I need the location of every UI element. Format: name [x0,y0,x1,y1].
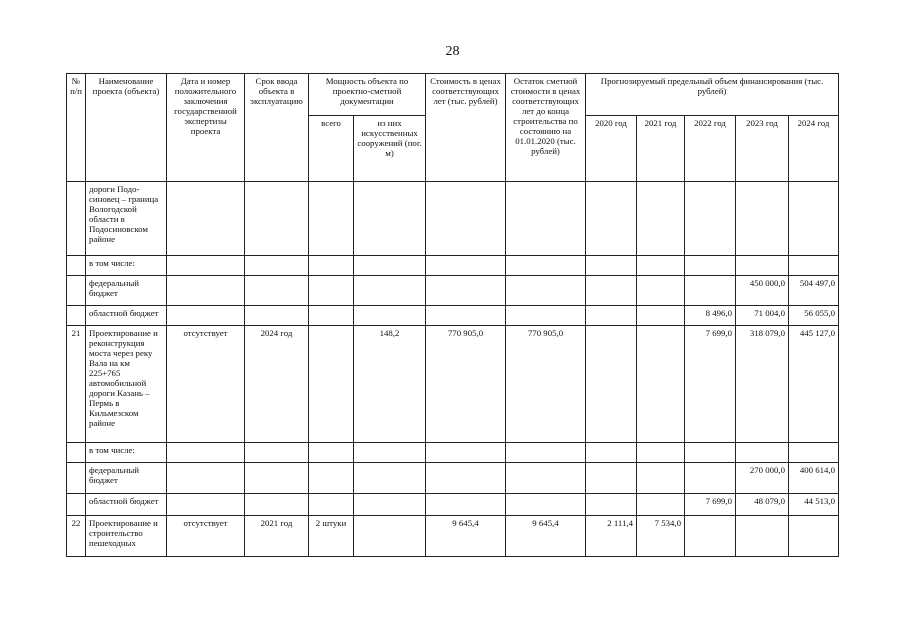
cell-num [67,256,86,276]
header-year-2024: 2024 год [789,116,839,182]
cell-2024 [789,516,839,557]
cell-remainder [506,256,586,276]
cell-cost [426,182,506,256]
cell-capacity-total [309,494,354,516]
financing-table [66,73,839,557]
cell-2021 [637,306,685,326]
cell-2024: 400 614,0 [789,463,839,494]
cell-capacity-total [309,256,354,276]
header-capacity-structures: из них искусственных сооружений (пог. м) [354,116,426,182]
cell-cost [426,306,506,326]
header-capacity-total: всего [309,116,354,182]
cell-capacity-total [309,276,354,306]
table-row [67,463,839,494]
cell-commissioning [245,494,309,516]
cell-remainder [506,182,586,256]
cell-capacity-total [309,182,354,256]
cell-commissioning [245,463,309,494]
cell-name: федеральный бюджет [86,276,167,306]
cell-2022 [685,463,736,494]
cell-2021 [637,256,685,276]
cell-remainder [506,443,586,463]
header-name: Наименование проекта (объекта) [86,74,167,182]
cell-name: дороги Подо- синовец – граница Вологодской области в Подосиновском районе [86,182,167,256]
cell-2022 [685,182,736,256]
table-row [67,256,839,276]
cell-2020 [586,182,637,256]
cell-commissioning [245,443,309,463]
table-row [67,443,839,463]
header-capacity: Мощность объекта по проектно-сметной документации [309,74,426,116]
header-forecast: Прогнозируемый предельный объем финансирования (тыс. рублей) [586,74,839,116]
cell-cost [426,463,506,494]
cell-num [67,306,86,326]
cell-num [67,463,86,494]
cell-cost [426,276,506,306]
cell-commissioning [245,256,309,276]
cell-num: 22 [67,516,86,557]
cell-cost: 9 645,4 [426,516,506,557]
cell-cost [426,443,506,463]
cell-2021 [637,326,685,443]
cell-2024 [789,443,839,463]
cell-2021 [637,463,685,494]
cell-capacity-total [309,326,354,443]
cell-2022: 7 699,0 [685,494,736,516]
cell-capacity-structures [354,306,426,326]
cell-num [67,182,86,256]
cell-expertise [167,306,245,326]
cell-2022 [685,516,736,557]
cell-name: в том числе: [86,256,167,276]
cell-expertise [167,256,245,276]
header-year-2022: 2022 год [685,116,736,182]
cell-2024: 445 127,0 [789,326,839,443]
cell-expertise [167,276,245,306]
cell-num [67,443,86,463]
cell-2021 [637,494,685,516]
cell-2023 [736,256,789,276]
header-commissioning: Срок ввода объекта в эксплуатацию [245,74,309,182]
cell-2023: 270 000,0 [736,463,789,494]
cell-expertise [167,494,245,516]
header-year-2023: 2023 год [736,116,789,182]
cell-remainder [506,494,586,516]
cell-name: Проектирование и реконструкция моста через реку Вала на км 225+765 автомобильной дороги Казань – Пермь в Кильмезском районе [86,326,167,443]
cell-name: областной бюджет [86,494,167,516]
table-row [67,326,839,443]
cell-2020 [586,494,637,516]
cell-name: в том числе: [86,443,167,463]
cell-commissioning [245,276,309,306]
cell-capacity-total [309,463,354,494]
cell-capacity-structures [354,494,426,516]
cell-2020 [586,276,637,306]
table-row [67,494,839,516]
cell-2021: 7 534,0 [637,516,685,557]
header-year-2020: 2020 год [586,116,637,182]
cell-2023 [736,443,789,463]
cell-num [67,494,86,516]
cell-capacity-structures [354,182,426,256]
cell-2024 [789,256,839,276]
cell-remainder: 9 645,4 [506,516,586,557]
cell-name: федеральный бюджет [86,463,167,494]
cell-num: 21 [67,326,86,443]
cell-2023 [736,516,789,557]
table-row [67,516,839,557]
table-row [67,306,839,326]
cell-2020 [586,306,637,326]
cell-capacity-structures [354,463,426,494]
cell-commissioning: 2024 год [245,326,309,443]
cell-num [67,276,86,306]
cell-2023: 450 000,0 [736,276,789,306]
header-expertise: Дата и номер положительного заключения государственной экспертизы проекта [167,74,245,182]
cell-commissioning [245,306,309,326]
cell-2022 [685,256,736,276]
cell-remainder [506,463,586,494]
cell-expertise [167,443,245,463]
cell-2021 [637,276,685,306]
cell-2023: 318 079,0 [736,326,789,443]
table-row [67,182,839,256]
cell-capacity-structures [354,276,426,306]
page-number: 28 [445,44,460,59]
cell-capacity-structures: 148,2 [354,326,426,443]
cell-2020 [586,256,637,276]
cell-2023: 48 079,0 [736,494,789,516]
cell-expertise: отсутствует [167,326,245,443]
cell-2023: 71 004,0 [736,306,789,326]
cell-capacity-total [309,306,354,326]
cell-2024: 44 513,0 [789,494,839,516]
cell-expertise [167,463,245,494]
cell-commissioning: 2021 год [245,516,309,557]
cell-commissioning [245,182,309,256]
cell-2020: 2 111,4 [586,516,637,557]
header-year-2021: 2021 год [637,116,685,182]
cell-2022 [685,443,736,463]
cell-2022: 7 699,0 [685,326,736,443]
cell-expertise [167,182,245,256]
cell-2024: 504 497,0 [789,276,839,306]
cell-cost [426,494,506,516]
cell-2024: 56 055,0 [789,306,839,326]
cell-capacity-total [309,443,354,463]
cell-2023 [736,182,789,256]
cell-2020 [586,463,637,494]
cell-cost [426,256,506,276]
header-remainder: Остаток сметной стоимости в ценах соответствующих лет до конца строительства по состоянию на 01.01.2020 (тыс. рублей) [506,74,586,182]
cell-2020 [586,326,637,443]
cell-2021 [637,443,685,463]
cell-capacity-structures [354,516,426,557]
cell-2024 [789,182,839,256]
cell-capacity-structures [354,256,426,276]
cell-remainder [506,306,586,326]
cell-2021 [637,182,685,256]
header-num: № п/п [67,74,86,182]
cell-remainder [506,276,586,306]
table-row [67,276,839,306]
cell-name: Проектирование и строительство пешеходных [86,516,167,557]
cell-remainder: 770 905,0 [506,326,586,443]
cell-2020 [586,443,637,463]
cell-cost: 770 905,0 [426,326,506,443]
cell-2022 [685,276,736,306]
cell-capacity-structures [354,443,426,463]
header-cost: Стоимость в ценах соответствующих лет (тыс. рублей) [426,74,506,182]
cell-capacity-total: 2 штуки [309,516,354,557]
cell-expertise: отсутствует [167,516,245,557]
cell-name: областной бюджет [86,306,167,326]
cell-2022: 8 496,0 [685,306,736,326]
